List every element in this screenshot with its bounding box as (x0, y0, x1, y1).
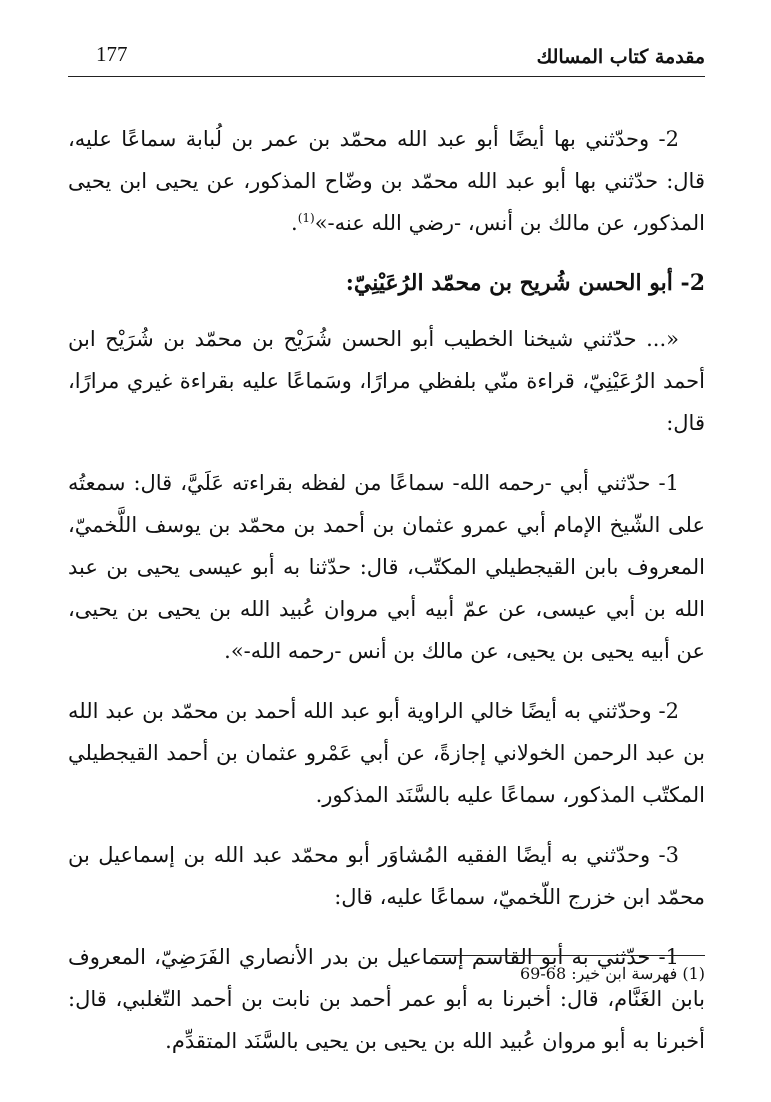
paragraph-1 (68, 118, 705, 244)
paragraph-5: 3- وحدّثني به أيضًا الفقيه المُشاوَر أبو محمّد عبد الله بن إسماعيل بن محمّد ابن خزرج اللّخميّ، سماعًا عليه، قال: (68, 843, 705, 909)
paragraph-1-text: 2- وحدّثني بها أيضًا أبو عبد الله محمّد بن عمر بن لُبابة سماعًا عليه، قال: حدّثني بها أبو عبد الله محمّد بن وضّاح المذكور، عن يحيى ابن يحيى المذكور، عن مالك بن أنس، -رضي الله عنه-» (68, 127, 705, 235)
paragraph-1-end: . (291, 211, 298, 235)
body-text (68, 118, 705, 1080)
paragraph-3: 1- حدّثني أبي -رحمه الله- سماعًا من لفظه بقراءته عَلَيَّ، قال: سمعتُه على الشّيخ الإمام أبي عمرو عثمان بن أحمد بن محمّد بن يوسف اللَّخميّ، المعروف بابن القيجطيلي المكتّب، قال: حدّثنا به أبو عيسى يحيى بن عبد الله بن أبي عيسى، عن عمّ أبيه أبي مروان عُبيد الله بن يحيى بن يحيى، عن أبيه يحيى بن يحيى، عن مالك بن أنس -رحمه الله-». (68, 471, 705, 663)
section-heading: 2- أبو الحسن شُريح بن محمّد الرُعَيْنِيّ: (345, 270, 705, 296)
paragraph-6: 1- حدّثني به أبو القاسم إسماعيل بن بدر الأنصاري الفَرَضِيّ، المعروف بابن الغَنَّام، قال: أخبرنا به أبو عمر أحمد بن نابت بن أحمد التّغلبي، قال: أخبرنا به أبو مروان عُبيد الله بن يحيى بن يحيى بالسَّنَد المتقدِّم. (68, 945, 705, 1053)
page-header (68, 40, 705, 77)
paragraph-4: 2- وحدّثني به أيضًا خالي الراوية أبو عبد الله أحمد بن محمّد بن عبد الله بن عبد الرحمن الخولاني إجازةً، عن أبي عَمْرو عثمان بن أحمد القيجطيلي المكتّب المذكور، سماعًا عليه بالسَّنَد المذكور. (68, 699, 705, 807)
footnote-reference[interactable]: (1) (297, 211, 315, 225)
paragraph-2: «... حدّثني شيخنا الخطيب أبو الحسن شُرَيْح بن محمّد بن شُرَيْح ابن أحمد الرُعَيْنِيّ، قراءة منّي بلفظي مرارًا، وسَماعًا عليه بقراءة غيري مرارًا، قال: (68, 327, 705, 435)
footnote-divider (435, 955, 705, 956)
footnote: (1) فهرسة ابن خير: 68-69 (520, 964, 705, 983)
running-title: مقدمة كتاب المسالك (536, 46, 705, 68)
page-number: 177 (96, 42, 128, 66)
